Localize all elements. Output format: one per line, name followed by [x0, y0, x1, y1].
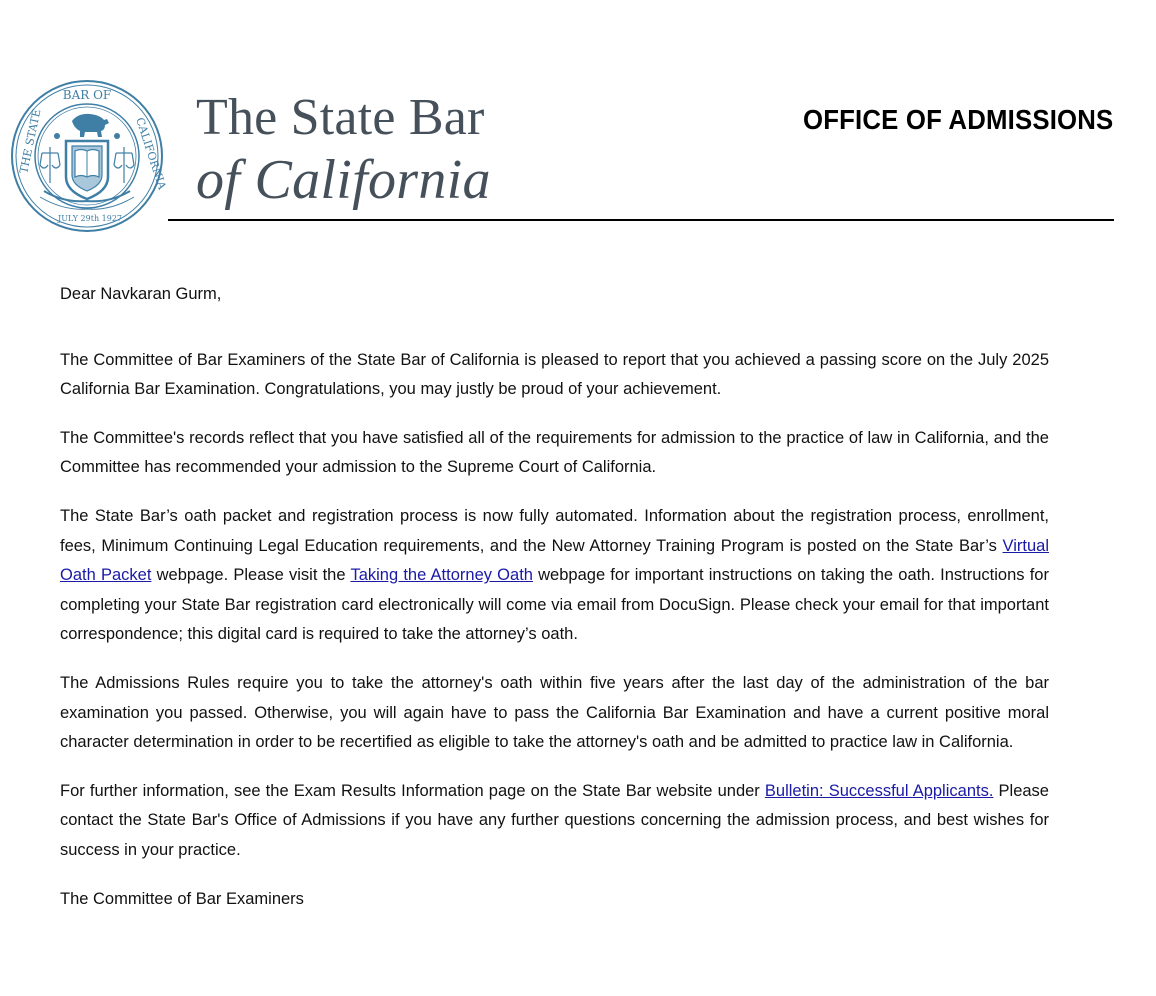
paragraph-oath-text-1: The State Bar’s oath packet and registration process is now fully automated. Information about the registration process, enrollment, fees, Minimum Continuing Legal Education requirements, and the New Attorney Training Program is posted on the State Bar’s: [60, 506, 1049, 555]
paragraph-oath-text-3: webpage for important instructions on taking the oath. Instructions for completing your State Bar registration card electronically will come via email from DocuSign. Please check your email for that important correspondence; this digital card is required to take the attorney’s oath.: [60, 566, 1049, 644]
signature: The Committee of Bar Examiners: [60, 889, 304, 908]
letter-body: [60, 280, 1049, 914]
state-bar-wordmark: [196, 89, 491, 211]
paragraph-passing-score: The Committee of Bar Examiners of the State Bar of California is pleased to report that you achieved a passing score on the July 2025 California Bar Examination. Congratulations, you may justly be proud of your achievement.: [60, 350, 1049, 399]
paragraph-further-text-1: For further information, see the Exam Results Information page on the State Bar website under: [60, 781, 765, 800]
salutation: Dear Navkaran Gurm,: [60, 285, 222, 303]
paragraph-oath-text-2: webpage. Please visit the: [151, 566, 351, 585]
paragraph-requirements: The Committee's records reflect that you have satisfied all of the requirements for admission to the practice of law in California, and the Committee has recommended your admission to the Supreme Court of California.: [60, 428, 1049, 477]
state-bar-seal-logo: [10, 79, 169, 233]
brand-line-2: of California: [196, 149, 491, 211]
taking-attorney-oath-link[interactable]: Taking the Attorney Oath: [350, 566, 533, 585]
paragraph-further-info: [60, 777, 1049, 866]
paragraph-oath-packet: [60, 502, 1049, 650]
paragraph-admissions-rules: The Admissions Rules require you to take the attorney's oath within five years after the last day of the administration of the bar examination you passed. Otherwise, you will again have to pass the California Bar Examination and have a current positive moral character determination in order to be recertified as eligible to take the attorney's oath and be admitted to practice law in California.: [60, 673, 1049, 752]
seal-right-text: CALIFORNIA: [133, 115, 169, 192]
seal-left-text: THE STATE: [17, 107, 44, 175]
bulletin-successful-applicants-link[interactable]: Bulletin: Successful Applicants.: [764, 781, 994, 800]
office-title: OFFICE OF ADMISSIONS: [802, 104, 1113, 135]
brand-line-1: The State Bar: [196, 89, 485, 146]
header-divider: [168, 219, 1114, 221]
virtual-oath-packet-link[interactable]: Virtual Oath Packet: [60, 536, 1049, 585]
seal-date-text: JULY 29th 1927: [57, 214, 123, 223]
paragraph-further-text-2: Please contact the State Bar's Office of Admissions if you have any further questions concerning the admission process, and best wishes for success in your practice.: [60, 781, 1049, 859]
seal-top-text: BAR OF: [62, 88, 112, 102]
